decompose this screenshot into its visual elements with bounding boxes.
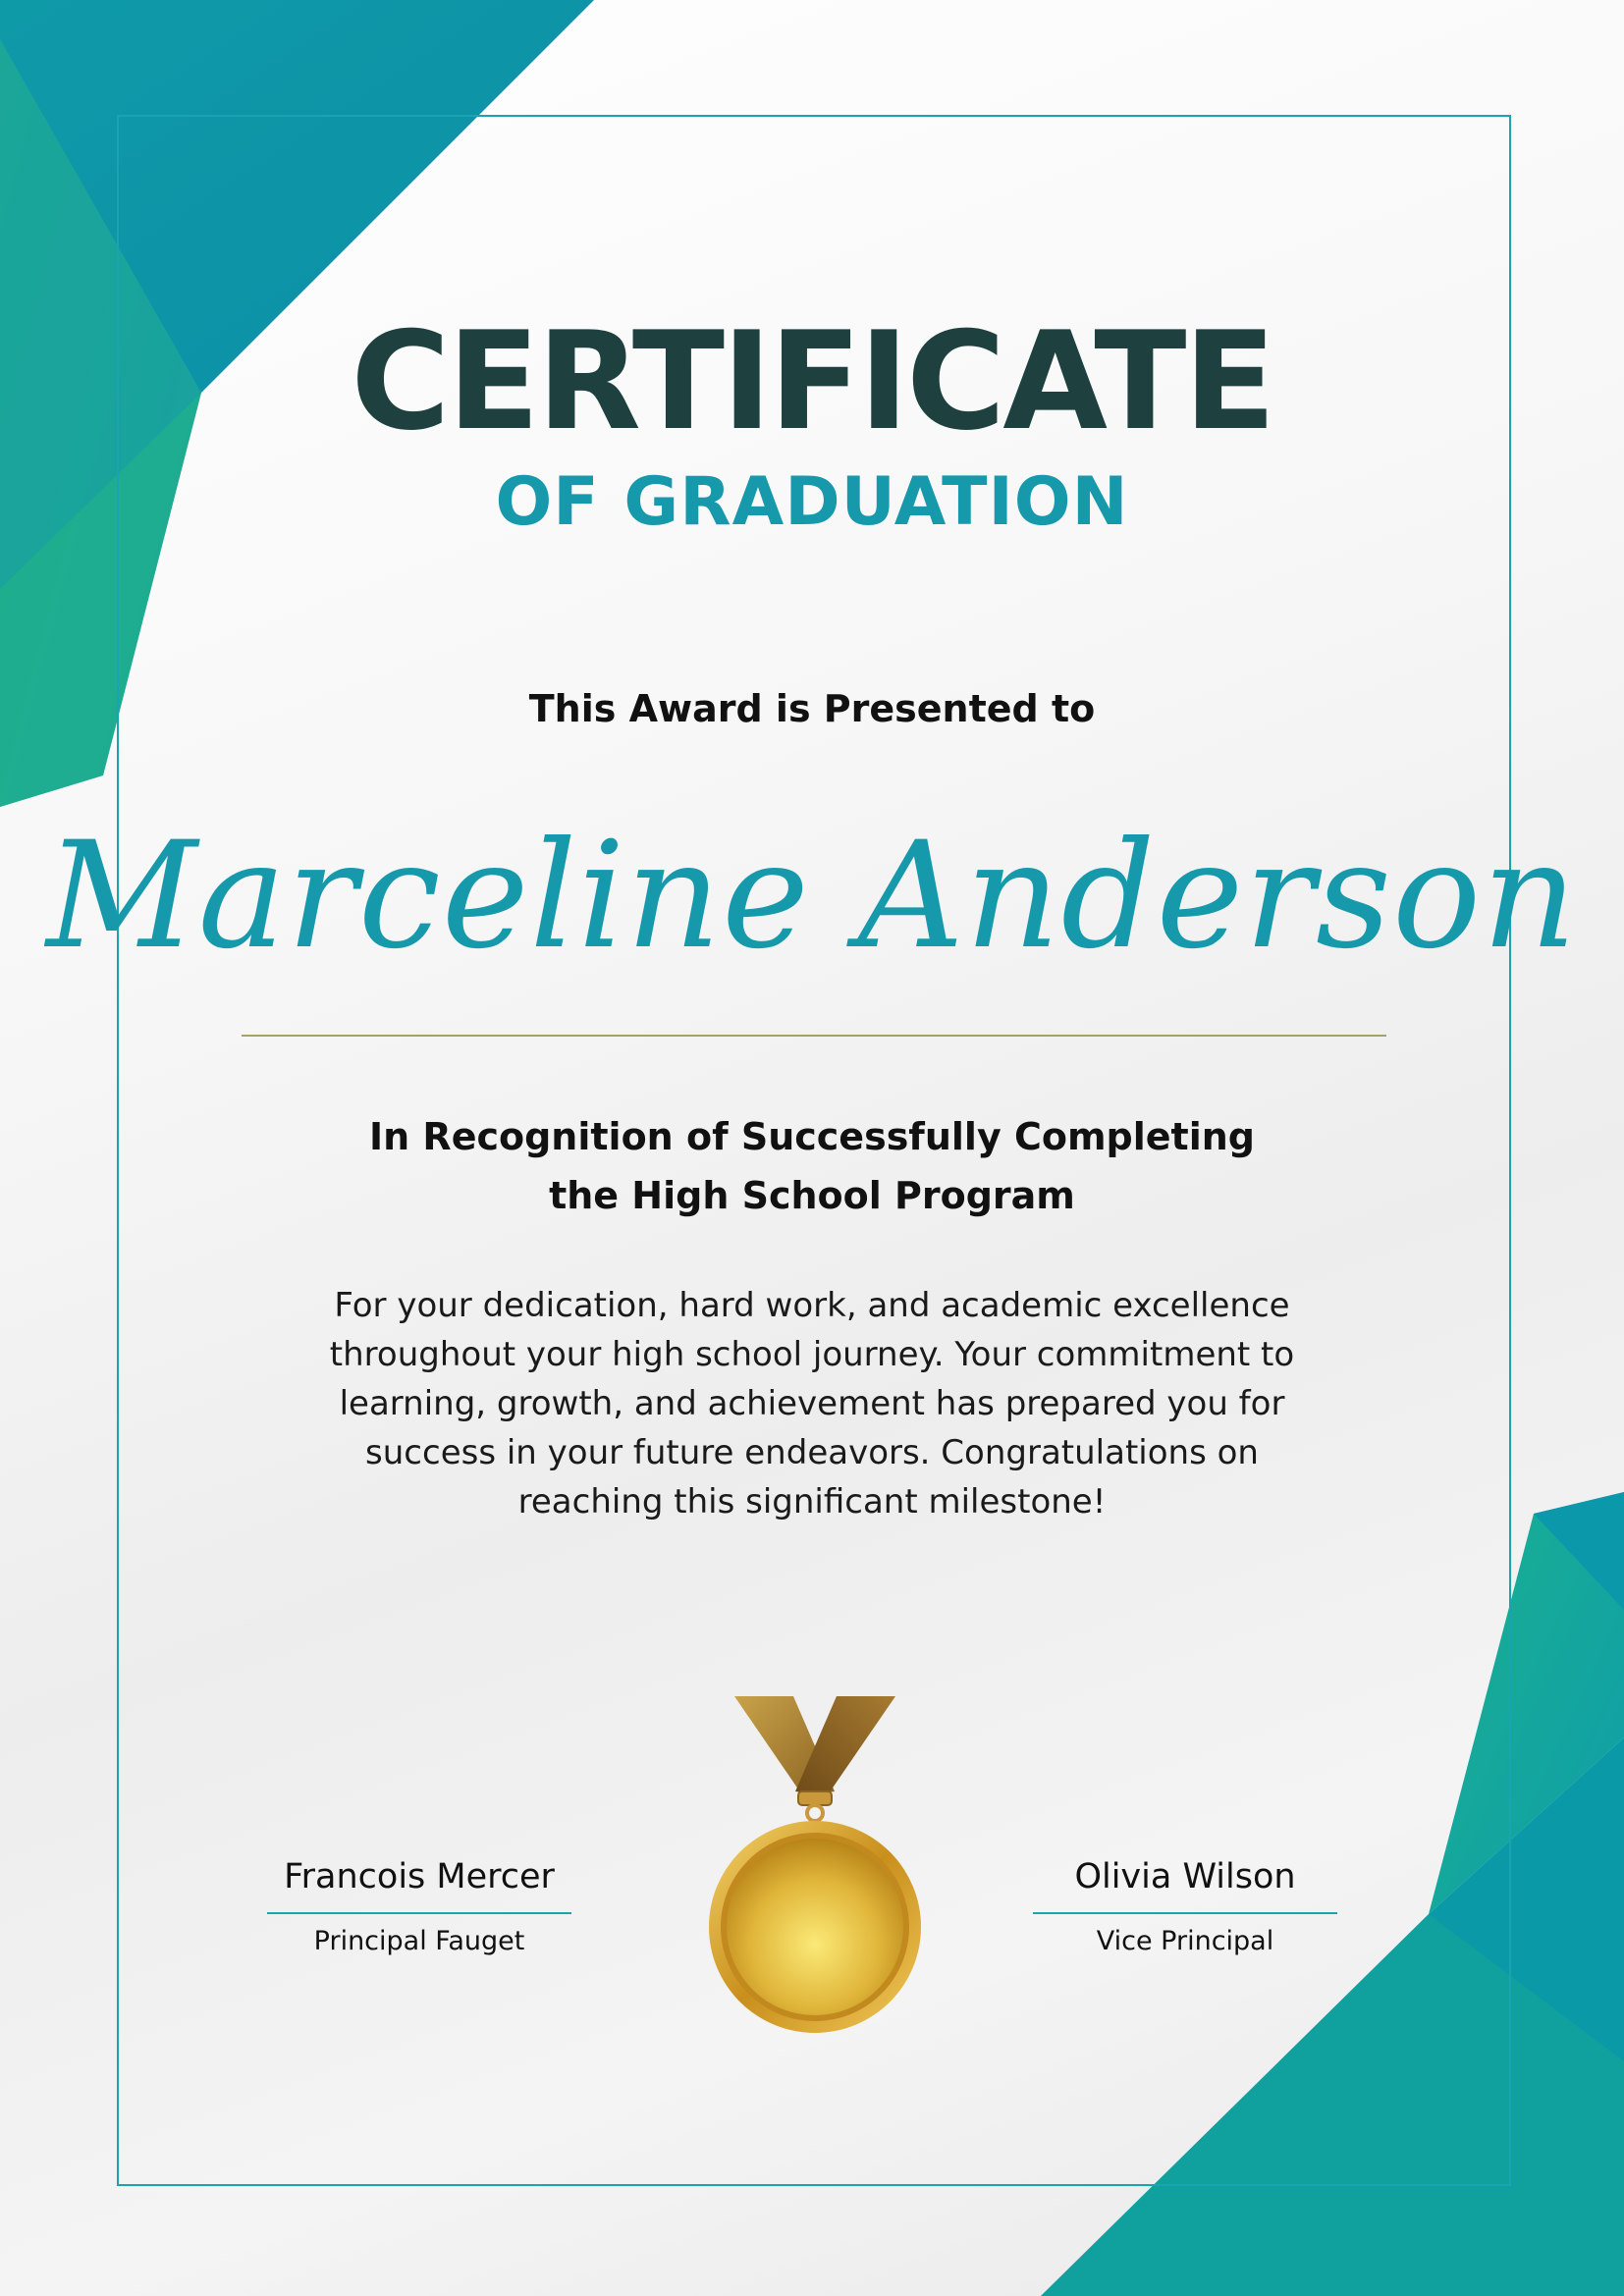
recipient-name: Marceline Anderson — [46, 811, 1578, 982]
signature-line-right — [1033, 1912, 1337, 1914]
signer-name-left: Francois Mercer — [284, 1857, 555, 1896]
body-line-1: For your dedication, hard work, and academic excellence — [334, 1286, 1290, 1325]
certificate-body — [0, 1281, 1624, 1526]
body-line-3: learning, growth, and achievement has prepared you for — [339, 1384, 1285, 1423]
presented-to-label: This Award is Presented to — [528, 687, 1096, 730]
body-line-4: success in your future endeavors. Congratulations on — [365, 1433, 1259, 1472]
name-underline — [242, 1035, 1386, 1037]
signer-role-left: Principal Fauget — [313, 1926, 525, 1956]
signature-left — [267, 1857, 571, 1956]
signer-role-right: Vice Principal — [1096, 1926, 1274, 1956]
recognition-line-1: In Recognition of Successfully Completing — [369, 1115, 1255, 1158]
recognition-heading — [0, 1107, 1624, 1225]
signer-name-right: Olivia Wilson — [1074, 1857, 1296, 1896]
signature-right — [1033, 1857, 1337, 1956]
body-line-2: throughout your high school journey. Your commitment to — [329, 1335, 1295, 1374]
body-line-5: reaching this significant milestone! — [517, 1482, 1107, 1522]
certificate-subtitle: OF GRADUATION — [495, 463, 1129, 541]
certificate-title: CERTIFICATE — [351, 302, 1273, 460]
signature-line-left — [267, 1912, 571, 1914]
gold-medal-icon — [697, 1693, 933, 2037]
recognition-line-2: the High School Program — [549, 1174, 1075, 1217]
